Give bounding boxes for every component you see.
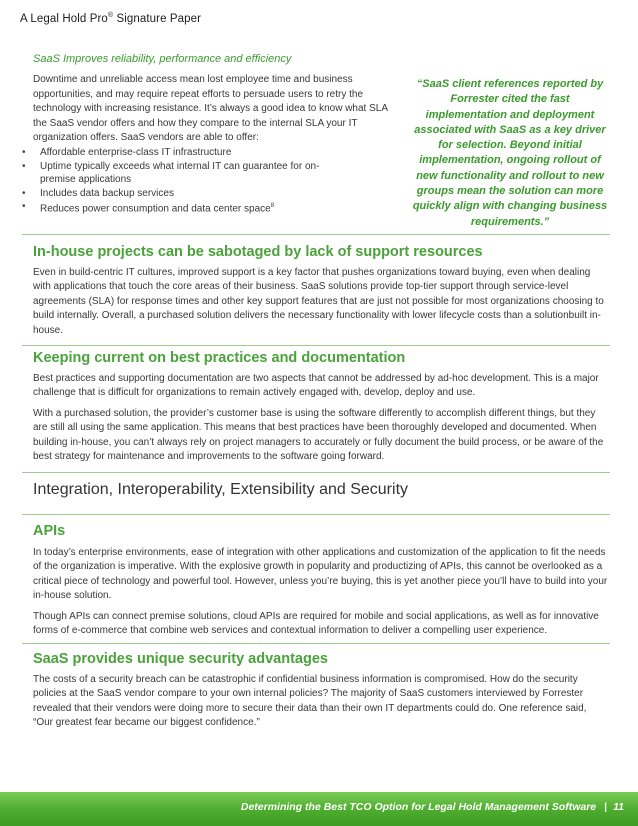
section-divider — [22, 345, 610, 346]
list-item: • Affordable enterprise-class IT infrastructure — [22, 146, 352, 160]
practices-body — [33, 372, 609, 470]
footer-title: Determining the Best TCO Option for Legal Hold Management Software — [240, 801, 597, 813]
brand-prefix: A Legal Hold Pro — [20, 12, 108, 25]
list-item-text: Reduces power consumption and data center space — [40, 203, 271, 215]
inhouse-heading: In-house projects can be sabotaged by lack of support resources — [33, 244, 483, 260]
security-body — [33, 673, 609, 737]
paragraph: With a purchased solution, the provider’s customer base is using the software differently to accomplish different things, but they are still all using the same application. This means that best practices have been thoroughly developed and documented. When building in-house, you can’t always rely on project managers to accurately or fully document the build process, or be aware of the best strategy for maintenance and improvements to the software going forward. — [33, 407, 604, 463]
paragraph: Best practices and supporting documentation are two aspects that cannot be addressed by ad-hoc development. This is a major challenge that is difficult for organizations to remain actively engaged with, develop, deploy and use. — [33, 373, 599, 399]
paragraph: In today’s enterprise environments, ease of integration with other applications and customization of the application to fit the needs of the organization is imperative. With the explosive growth in popularity and productizing of APIs, this cannot be overlooked as a critical piece of technology and powerful tool. However, unless you’re buying, this is yet another piece you’ll have to build into your in-house solution. — [33, 547, 608, 602]
page-number: 11 — [613, 801, 624, 813]
list-item — [22, 200, 352, 216]
section-divider — [22, 472, 610, 473]
saas-reliability-heading: SaaS Improves reliability, performance and efficiency — [33, 53, 292, 65]
brand-suffix: Signature Paper — [113, 12, 202, 25]
saas-reliability-intro: Downtime and unreliable access mean lost employee time and business opportunities, and may require repeat efforts to persuade users to retry the technology with increasing resistance. It’s always a good idea to know what SLA the SaaS vendor offers and how they compare to the internal SLA your IT organization offers. SaaS vendors are able to offer: — [33, 74, 388, 144]
list-item: • Uptime typically exceeds what internal IT can guarantee for on-premise applications — [22, 160, 352, 187]
list-item: • Includes data backup services — [22, 187, 352, 201]
section-divider — [22, 514, 610, 515]
paragraph: Though APIs can connect premise solutions, cloud APIs are required for mobile and social applications, as well as for innovative forms of e-commerce that combine web services and contextual information to deliver a compelling user experience. — [33, 610, 599, 637]
apis-heading: APIs — [33, 523, 66, 539]
saas-benefits-list — [22, 146, 352, 216]
inhouse-body — [33, 266, 609, 344]
paragraph: Even in build-centric IT cultures, improved support is a key factor that pushes organizations toward buying, even when dealing with applications that touch the core areas of their business. SaaS solutions provide top-tier support through service-level agreements (SLA) for response times and other key support features that are just not possible for most organizations choosing to build internally. Overall, a purchased solution delivers the necessary functionality with lower lifecycle costs than a solutionbuilt in-house. — [33, 267, 604, 336]
section-divider — [22, 643, 610, 644]
section-divider — [22, 234, 610, 235]
pull-quote: “SaaS client references reported by Forrester cited the fast implementation and deployment associated with SaaS as a key driver for selection. Beyond initial implementation, ongoing rollout of new functionality and rollout to new groups mean the solution can more quickly align with changing business requirements.” — [412, 78, 608, 228]
security-heading: SaaS provides unique security advantages — [33, 651, 328, 667]
footer-text — [241, 801, 624, 813]
registered-mark: ® — [107, 12, 114, 19]
paragraph: The costs of a security breach can be catastrophic if confidential business information is compromised. How do the security policies at the SaaS vendor compare to your own internal policies? The majority of SaaS customers interviewed by Forrester revealed that their vendors were doing more to secure their data than their own IT departments could do. One reference said, “Our greatest fear became our biggest confidence.” — [33, 674, 587, 729]
footer-separator: | — [604, 801, 608, 813]
brand-header — [20, 12, 201, 25]
practices-heading: Keeping current on best practices and documentation — [33, 350, 406, 366]
apis-body — [33, 546, 609, 644]
footnote-marker: 8 — [270, 203, 275, 210]
integration-heading: Integration, Interoperability, Extensibility and Security — [33, 481, 409, 498]
